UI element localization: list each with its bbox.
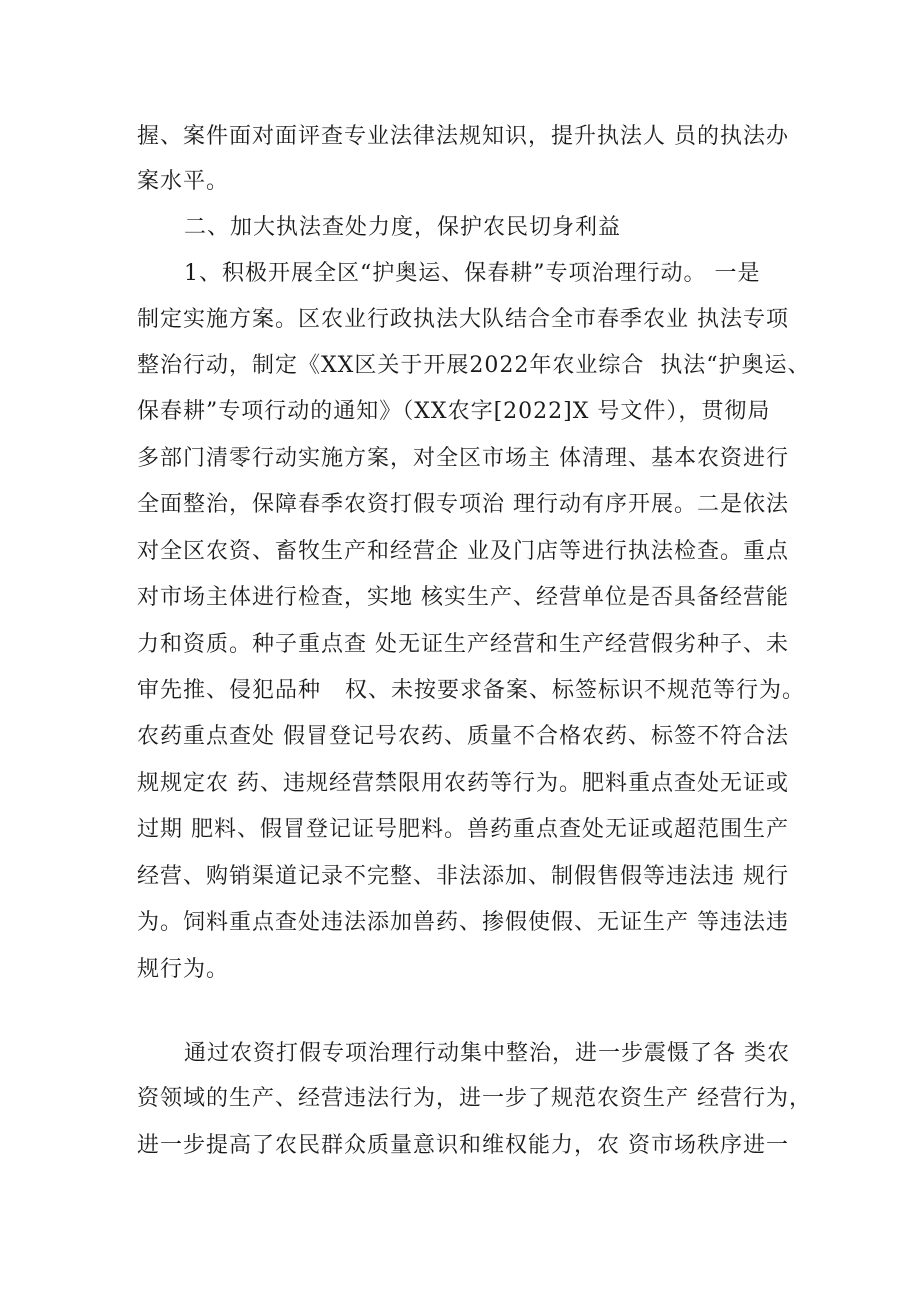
body-line: 制定实施方案。区农业行政执法大队结合全市春季农业 执法专项: [137, 307, 789, 332]
body-line: 全面整治，保障春季农资打假专项治 理行动有序开展。二是依法: [137, 492, 789, 517]
body-line: 资领域的生产、经营违法行为，进一步了规范农资生产 经营行为，: [137, 1086, 812, 1111]
body-line: 过期 肥料、假冒登记证号肥料。兽药重点查处无证或超范围生产: [137, 817, 789, 842]
body-line: 规规定农 药、违规经营禁限用农药等行为。肥料重点查处无证或: [137, 771, 789, 796]
body-line: 对市场主体进行检查，实地 核实生产、经营单位是否具备经营能: [137, 585, 789, 610]
body-line: 握、案件面对面评查专业法律法规知识，提升执法人 员的执法办: [137, 124, 789, 149]
body-line: 1、积极开展全区“护奥运、保春耕”专项治理行动。 一是: [184, 261, 761, 286]
body-line: 通过农资打假专项治理行动集中整治，进一步震慑了各 类农: [184, 1041, 790, 1066]
body-line: 经营、购销渠道记录不完整、非法添加、制假售假等违法违 规行: [137, 864, 789, 889]
body-line: 进一步提高了农民群众质量意识和维权能力，农 资市场秩序进一: [137, 1133, 789, 1158]
body-line: 保春耕”专项行动的通知》（XX农字[2022]X 号文件），贯彻局: [137, 399, 771, 424]
body-line: 多部门清零行动实施方案，对全区市场主 体清理、基本农资进行: [137, 446, 789, 471]
body-line: 规行为。: [137, 957, 230, 982]
body-line: 为。饲料重点查处违法添加兽药、掺假使假、无证生产 等违法违: [137, 910, 789, 935]
body-line: 力和资质。种子重点查 处无证生产经营和生产经营假劣种子、未: [137, 632, 789, 657]
body-line: 整治行动，制定《XX区关于开展2022年农业综合 执法“护奥运、: [137, 353, 811, 378]
body-line: 对全区农资、畜牧生产和经营企 业及门店等进行执法检查。重点: [137, 539, 789, 564]
section-heading: 二、加大执法查处力度，保护农民切身利益: [184, 215, 622, 240]
body-line: 案水平。: [137, 169, 230, 194]
body-line: 审先推、侵犯品种 权、未按要求备案、标签标识不规范等行为。: [137, 678, 805, 703]
body-line: 农药重点查处 假冒登记号农药、质量不合格农药、标签不符合法: [137, 724, 789, 749]
